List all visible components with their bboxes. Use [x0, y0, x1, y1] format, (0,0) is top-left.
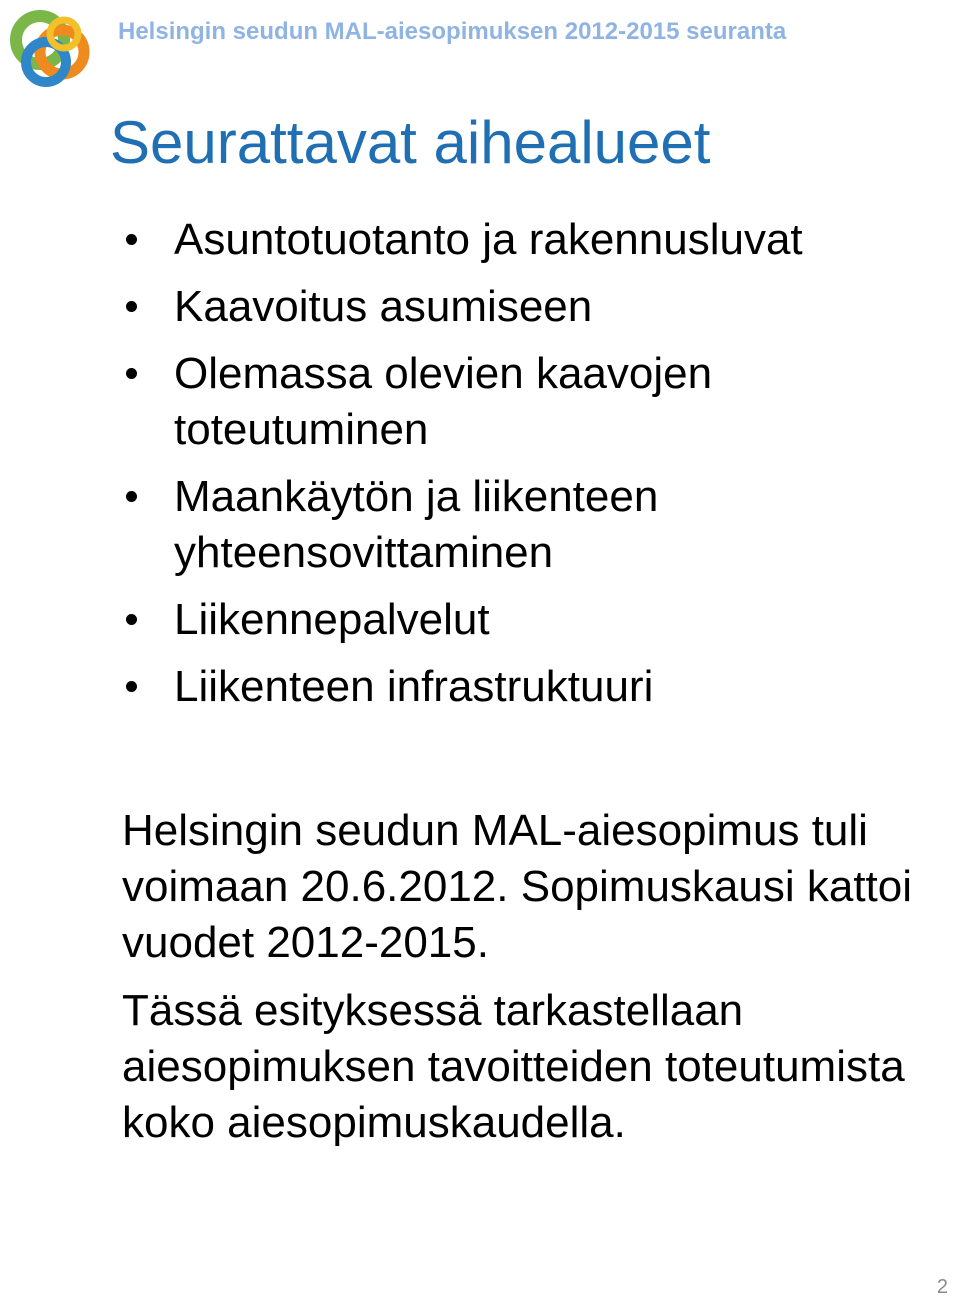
page-number: 2: [936, 1276, 948, 1298]
topic-item: [120, 469, 814, 581]
bullet-icon: [126, 614, 137, 625]
bullet-icon: [126, 301, 137, 312]
topic-label: Olemassa olevien kaavojen toteutuminen: [174, 349, 713, 454]
page-title: Seurattavat aihealueet: [110, 109, 711, 176]
bullet-icon: [126, 491, 137, 502]
topic-label: Liikenteen infrastruktuuri: [174, 662, 654, 711]
topic-label: Liikennepalvelut: [174, 595, 490, 644]
bullet-icon: [126, 234, 137, 245]
topic-label: Maankäytön ja liikenteen yhteensovittaminen: [174, 472, 659, 577]
topic-label: Asuntotuotanto ja rakennusluvat: [174, 215, 803, 264]
topic-label: Kaavoitus asumiseen: [174, 282, 593, 331]
topic-item: [120, 279, 940, 335]
interlocking-rings-logo-icon: [6, 4, 96, 90]
topic-list: [120, 212, 940, 726]
bullet-icon: [126, 368, 137, 379]
bullet-icon: [126, 681, 137, 692]
header-title: Helsingin seudun MAL-aiesopimuksen 2012-2015 seuranta: [118, 18, 787, 45]
topic-item: [120, 346, 814, 458]
topic-item: [120, 212, 940, 268]
topic-item: [120, 659, 940, 715]
topic-item: [120, 592, 940, 648]
agreement-paragraph: Helsingin seudun MAL-aiesopimus tuli voimaan 20.6.2012. Sopimuskausi kattoi vuodet 2012-2015.: [122, 806, 913, 967]
presentation-paragraph: Tässä esityksessä tarkastellaan aiesopimuksen tavoitteiden toteutumista koko aiesopimuskaudella.: [122, 986, 905, 1147]
